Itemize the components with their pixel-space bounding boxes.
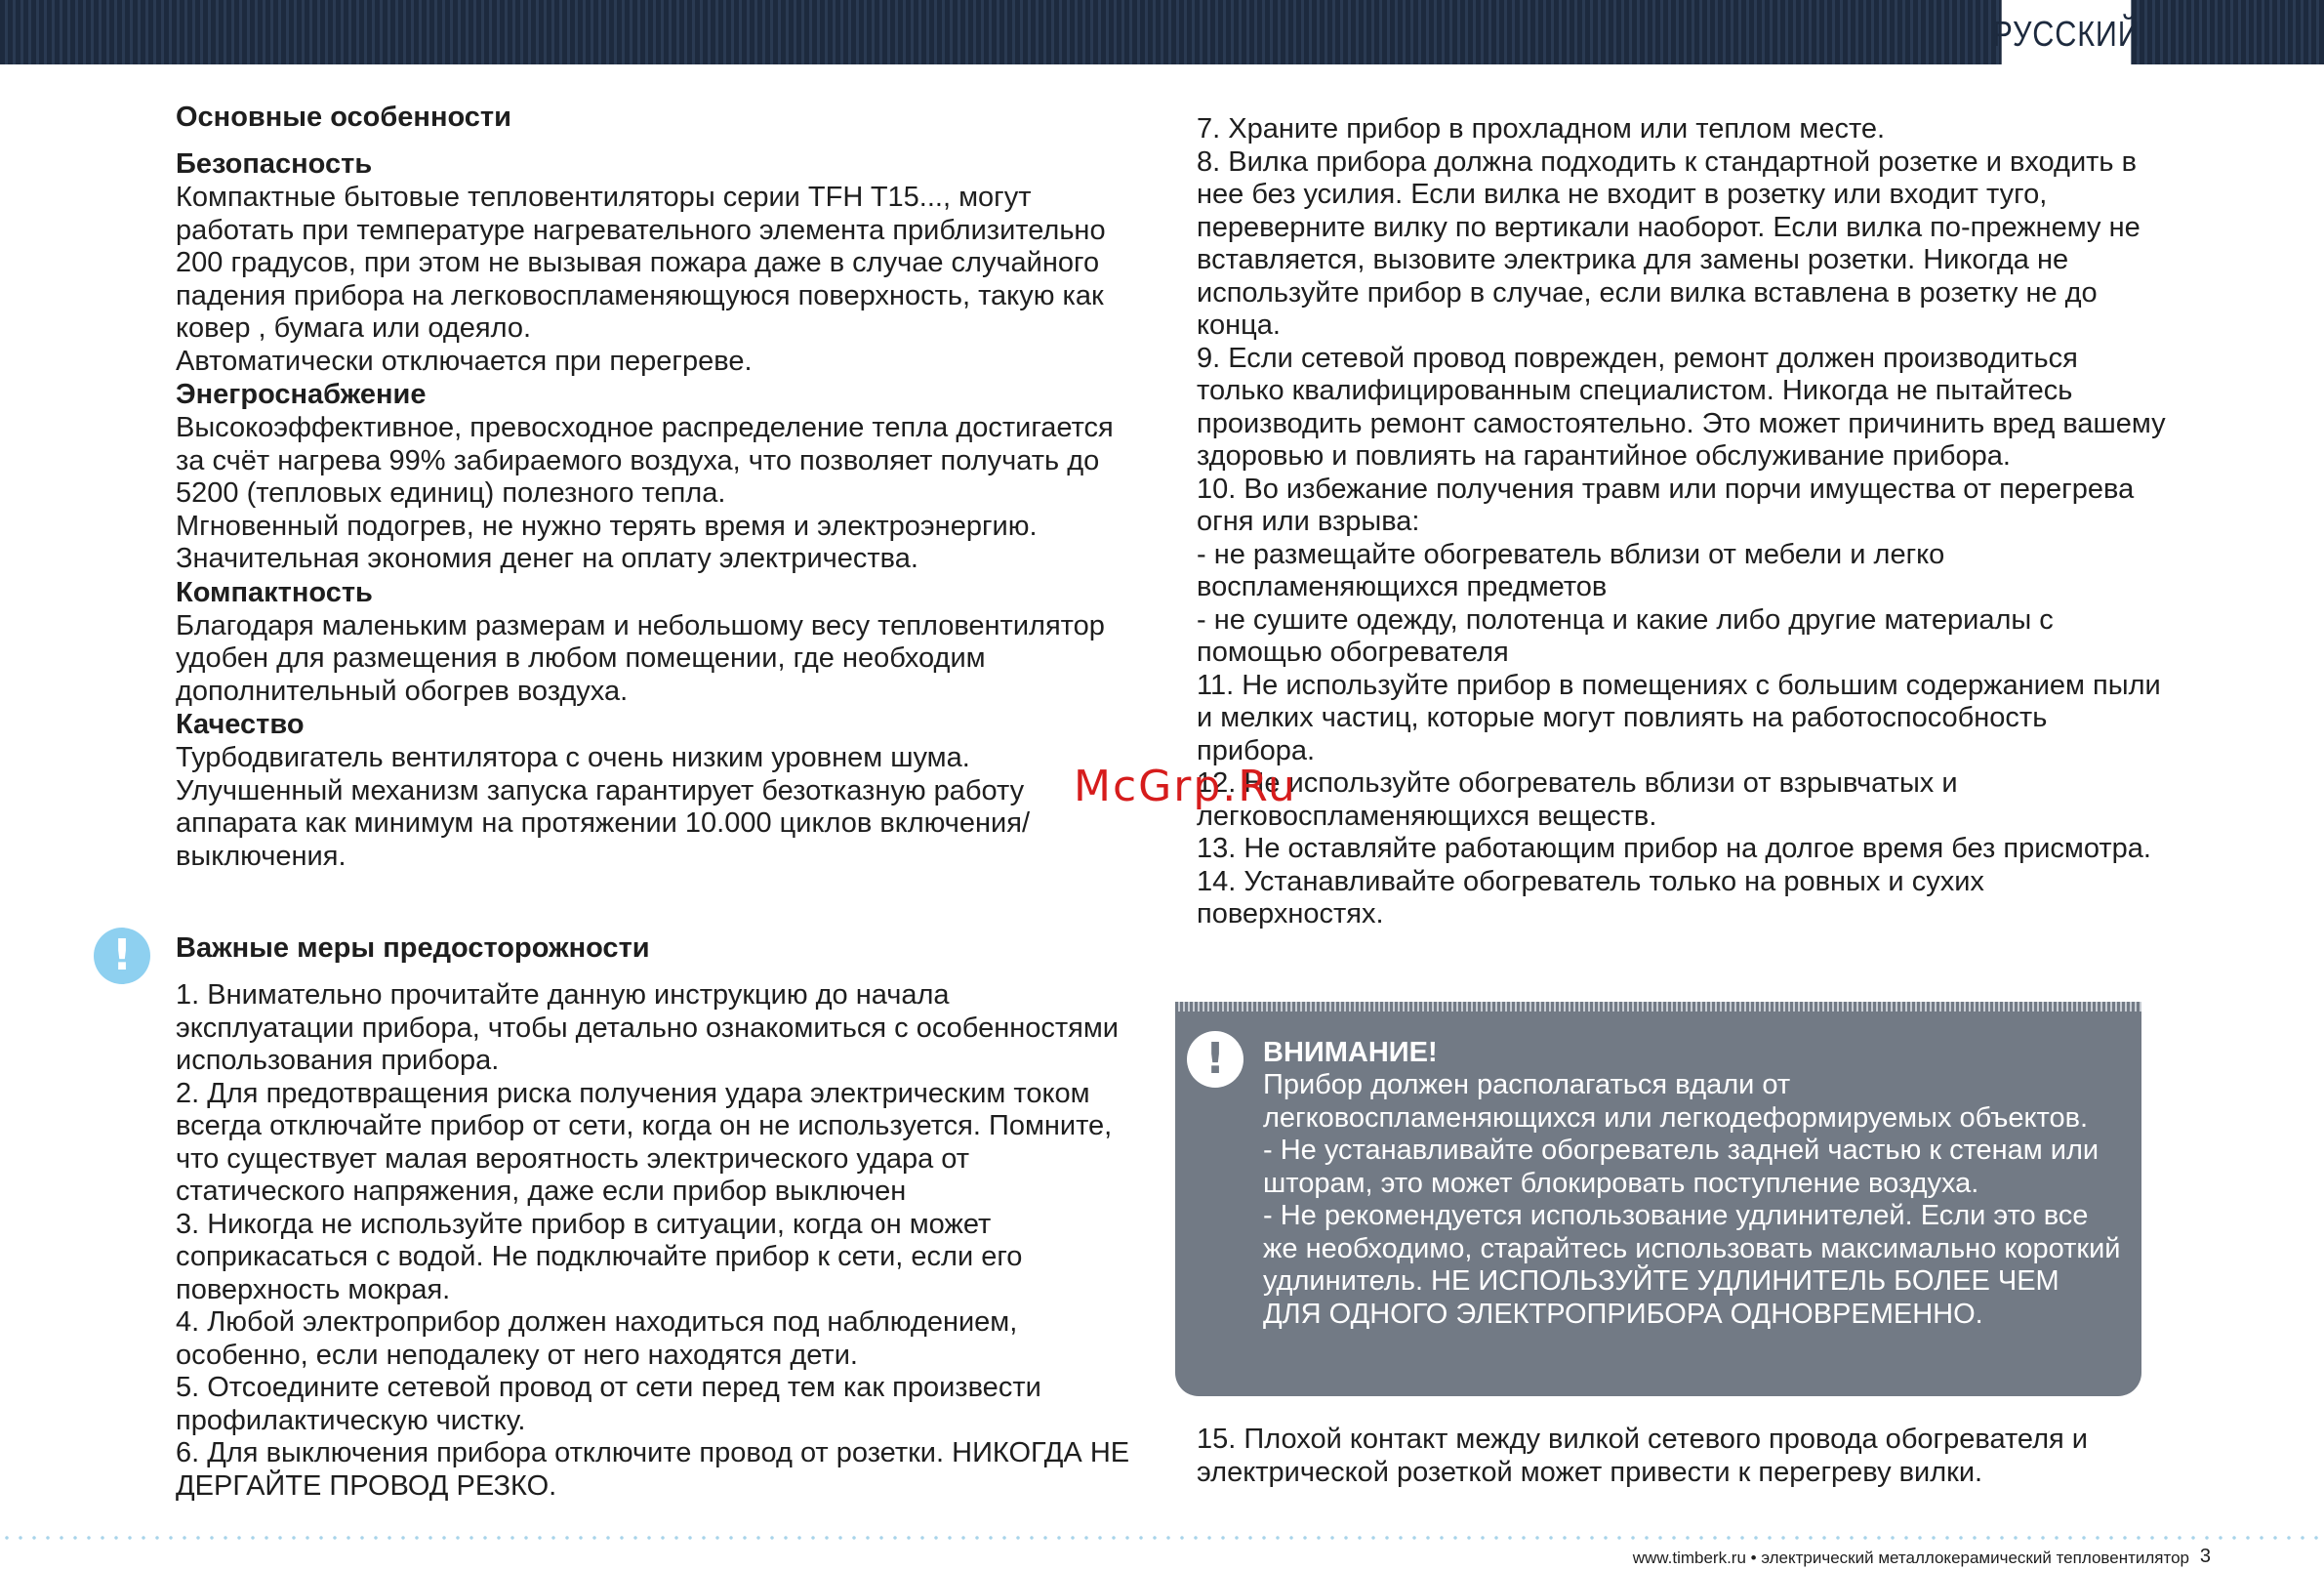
section-heading: Энегроснабжение <box>176 379 427 410</box>
section-safety <box>176 147 1122 378</box>
notice-line: - Не устанавливайте обогреватель задней частью к стенам или шторам, это может блокировать поступление воздуха. <box>1263 1135 2100 1199</box>
list-item: - не сушите одежду, полотенца и какие либо другие материалы с помощью обогревателя <box>1197 603 2054 668</box>
warning-notice-box <box>1175 1002 2141 1396</box>
section-quality <box>176 708 1122 873</box>
paragraph: Значительная экономия денег на оплату электричества. <box>176 543 918 574</box>
page-number: 3 <box>2199 1546 2211 1567</box>
paragraph: Улучшенный механизм запуска гарантирует безотказную работу аппарата как минимум на протяжении 10.000 циклов включения/выключения. <box>176 774 1030 872</box>
list-item: 8. Вилка прибора должна подходить к стандартной розетке и входить в нее без усилия. Если вилка не входит в розетку или входит туго, переверните вилку по вертикали наоборот. Если вилка по-прежнему не вставляется, вызовите электрика для замены розетки. Никогда не используйте прибор в случае, если вилка вставлена в розетку не до конца. <box>1197 145 2141 341</box>
precautions-heading: Важные меры предосторожности <box>176 932 650 964</box>
footer-divider <box>0 1536 2324 1540</box>
paragraph: Высокоэффективное, превосходное распределение тепла достигается за счёт нагрева 99% забираемого воздуха, что позволяет получать до 5200 (тепловых единиц) полезного тепла. <box>176 412 1114 509</box>
paragraph: Автоматически отключается при перегреве. <box>176 345 753 377</box>
features-title: Основные особенности <box>176 102 511 133</box>
section-heading: Качество <box>176 709 305 740</box>
list-item: 9. Если сетевой провод поврежден, ремонт должен производиться только квалифицированным специалистом. Никогда не пытайтесь производить ремонт самостоятельно. Это может причинить вред вашему здоровью и повлиять на гарантийное обслуживание прибора. <box>1197 342 2166 472</box>
header-bar <box>0 0 2324 64</box>
paragraph: Благодаря маленьким размерам и небольшому весу тепловентилятор удобен для размещения в любом помещении, где необходим дополнительный обогрев воздуха. <box>176 609 1105 707</box>
section-heading: Компактность <box>176 576 373 608</box>
list-item: 11. Не используйте прибор в помещениях с большим содержанием пыли и мелких частиц, которые могут повлиять на работоспособность прибора. <box>1197 669 2161 766</box>
list-item: 5. Отсоедините сетевой провод от сети перед тем как произвести профилактическую чистку. <box>176 1372 1041 1436</box>
list-item: 7. Храните прибор в прохладном или теплом месте. <box>1197 113 1886 145</box>
list-item: 2. Для предотвращения риска получения удара электрическим током всегда отключайте прибор от сети, когда он не используется. Помните, что существует малая вероятность электрического удара от статического напряжения, даже если прибор выключен <box>176 1077 1113 1207</box>
list-item: - не размещайте обогреватель вблизи от мебели и легко воспламеняющихся предметов <box>1197 538 1945 602</box>
notice-stripe <box>1175 1002 2141 1012</box>
list-item: 4. Любой электроприбор должен находиться под наблюдением, особенно, если неподалеку от него находятся дети. <box>176 1306 1018 1371</box>
list-item: 10. Во избежание получения травм или порчи имущества от перегрева огня или взрыва: <box>1197 473 2135 537</box>
right-column <box>1197 113 2173 931</box>
list-item: 15. Плохой контакт между вилкой сетевого провода обогревателя и электрической розеткой может привести к перегреву вилки. <box>1197 1424 2088 1488</box>
notice-line: Прибор должен располагаться вдали от легковоспламеняющихся или легкодеформируемых объектов. <box>1263 1069 2089 1134</box>
notice-title: ВНИМАНИЕ! <box>1263 1037 1438 1068</box>
list-item: 14. Устанавливайте обогреватель только на ровных и сухих поверхностях. <box>1197 865 1984 930</box>
list-item: 1. Внимательно прочитайте данную инструкцию до начала эксплуатации прибора, чтобы детально ознакомиться с особенностями использования прибора. <box>176 979 1120 1076</box>
exclamation-icon: ! <box>1187 1031 1244 1088</box>
footer-text: www.timberk.ru • электрический металлокерамический тепловентилятор <box>1632 1549 2189 1567</box>
list-item: 13. Не оставляйте работающим прибор на долгое время без присмотра. <box>1197 833 2151 864</box>
exclamation-icon: ! <box>94 928 150 984</box>
section-compact <box>176 576 1122 709</box>
left-column <box>176 102 1122 873</box>
notice-body <box>1263 1037 2122 1331</box>
paragraph: Мгновенный подогрев, не нужно терять время и электроэнергию. <box>176 510 1038 542</box>
notice-line: - Не рекомендуется использование удлинителей. Если это все же необходимо, старайтесь использовать максимально короткий удлинитель. НЕ ИСПОЛЬЗУЙТЕ УДЛИНИТЕЛЬ БОЛЕЕ ЧЕМ ДЛЯ ОДНОГО ЭЛЕКТРОПРИБОРА ОДНОВРЕМЕННО. <box>1263 1200 2121 1330</box>
list-item: 12. Не используйте обогреватель вблизи от взрывчатых и легковоспламеняющихся веществ. <box>1197 767 1958 832</box>
paragraph: Компактные бытовые тепловентиляторы серии TFH T15..., могут работать при температуре нагревательного элемента приблизительно 200 градусов, при этом не вызывая пожара даже в случае случайного падения прибора на легковоспламеняющуюся поверхность, такую как ковер , бумага или одеяло. <box>176 182 1106 344</box>
watermark: McGrp.Ru <box>1074 762 1297 811</box>
language-label: РУССКИЙ <box>2002 0 2132 68</box>
precautions-list <box>176 979 1132 1503</box>
list-item: 3. Никогда не используйте прибор в ситуации, когда он может соприкасаться с водой. Не подключайте прибор к сети, если его поверхность мокрая. <box>176 1208 1023 1305</box>
paragraph: Турбодвигатель вентилятора с очень низким уровнем шума. <box>176 742 970 773</box>
section-power <box>176 378 1122 576</box>
list-item: 6. Для выключения прибора отключите провод от розетки. НИКОГДА НЕ ДЕРГАЙТЕ ПРОВОД РЕЗКО. <box>176 1437 1130 1502</box>
section-heading: Безопасность <box>176 148 373 180</box>
